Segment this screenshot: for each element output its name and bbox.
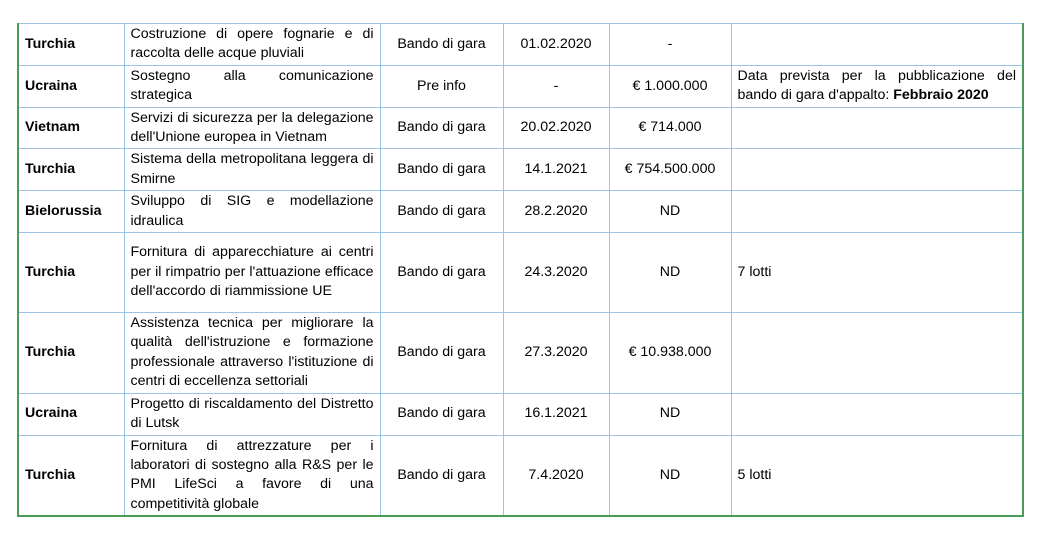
table-row <box>18 233 1023 313</box>
date-cell: 14.1.2021 <box>503 149 609 191</box>
note-text: 7 lotti <box>737 263 772 280</box>
note-text: Data prevista per la pubblicazione del bando di gara d'appalto: <box>737 67 1016 104</box>
country-cell: Ucraina <box>18 65 124 107</box>
type-cell: Bando di gara <box>380 393 503 435</box>
budget-cell: ND <box>609 435 731 516</box>
budget-cell: ND <box>609 233 731 313</box>
table-row <box>18 393 1023 435</box>
table-row <box>18 65 1023 107</box>
description-cell: Sistema della metropolitana leggera di Smirne <box>124 149 380 191</box>
table-row <box>18 24 1023 66</box>
note-cell <box>731 435 1023 516</box>
note-cell <box>731 233 1023 313</box>
budget-cell: € 10.938.000 <box>609 313 731 394</box>
country-cell: Turchia <box>18 24 124 66</box>
table-row <box>18 149 1023 191</box>
description-cell: Servizi di sicurezza per la delegazione dell'Unione europea in Vietnam <box>124 107 380 149</box>
description-cell: Sostegno alla comunicazione strategica <box>124 65 380 107</box>
budget-cell: € 714.000 <box>609 107 731 149</box>
budget-cell: ND <box>609 393 731 435</box>
date-cell: 27.3.2020 <box>503 313 609 394</box>
country-cell: Turchia <box>18 313 124 394</box>
country-cell: Ucraina <box>18 393 124 435</box>
country-cell: Turchia <box>18 435 124 516</box>
note-cell <box>731 393 1023 435</box>
budget-cell: € 754.500.000 <box>609 149 731 191</box>
type-cell: Bando di gara <box>380 233 503 313</box>
note-cell <box>731 313 1023 394</box>
type-cell: Bando di gara <box>380 313 503 394</box>
type-cell: Bando di gara <box>380 24 503 66</box>
note-text: 5 lotti <box>737 466 772 483</box>
country-cell: Turchia <box>18 149 124 191</box>
note-cell <box>731 107 1023 149</box>
budget-cell: € 1.000.000 <box>609 65 731 107</box>
table-row <box>18 107 1023 149</box>
description-cell: Sviluppo di SIG e modellazione idraulica <box>124 191 380 233</box>
country-cell: Turchia <box>18 233 124 313</box>
note-cell <box>731 191 1023 233</box>
date-cell: 7.4.2020 <box>503 435 609 516</box>
country-cell: Bielorussia <box>18 191 124 233</box>
tenders-table <box>17 23 1024 517</box>
description-cell: Costruzione di opere fognarie e di raccolta delle acque pluviali <box>124 24 380 66</box>
description-cell: Assistenza tecnica per migliorare la qualità dell'istruzione e formazione professionale attraverso l'istituzione di centri di eccellenza settoriali <box>124 313 380 394</box>
budget-cell: - <box>609 24 731 66</box>
budget-cell: ND <box>609 191 731 233</box>
type-cell: Bando di gara <box>380 107 503 149</box>
description-cell: Fornitura di apparecchiature ai centri per il rimpatrio per l'attuazione efficace dell'accordo di riammissione UE <box>124 233 380 313</box>
date-cell: 20.02.2020 <box>503 107 609 149</box>
description-cell: Progetto di riscaldamento del Distretto di Lutsk <box>124 393 380 435</box>
type-cell: Bando di gara <box>380 435 503 516</box>
date-cell: - <box>503 65 609 107</box>
note-cell <box>731 149 1023 191</box>
type-cell: Bando di gara <box>380 149 503 191</box>
country-cell: Vietnam <box>18 107 124 149</box>
description-cell: Fornitura di attrezzature per i laboratori di sostegno alla R&S per le PMI LifeSci a favore di una competitività globale <box>124 435 380 516</box>
date-cell: 28.2.2020 <box>503 191 609 233</box>
date-cell: 01.02.2020 <box>503 24 609 66</box>
type-cell: Pre info <box>380 65 503 107</box>
table-row <box>18 191 1023 233</box>
note-cell <box>731 24 1023 66</box>
table-row <box>18 313 1023 394</box>
date-cell: 16.1.2021 <box>503 393 609 435</box>
note-bold-text: Febbraio 2020 <box>893 87 989 104</box>
table-row <box>18 435 1023 516</box>
note-cell <box>731 65 1023 107</box>
type-cell: Bando di gara <box>380 191 503 233</box>
date-cell: 24.3.2020 <box>503 233 609 313</box>
